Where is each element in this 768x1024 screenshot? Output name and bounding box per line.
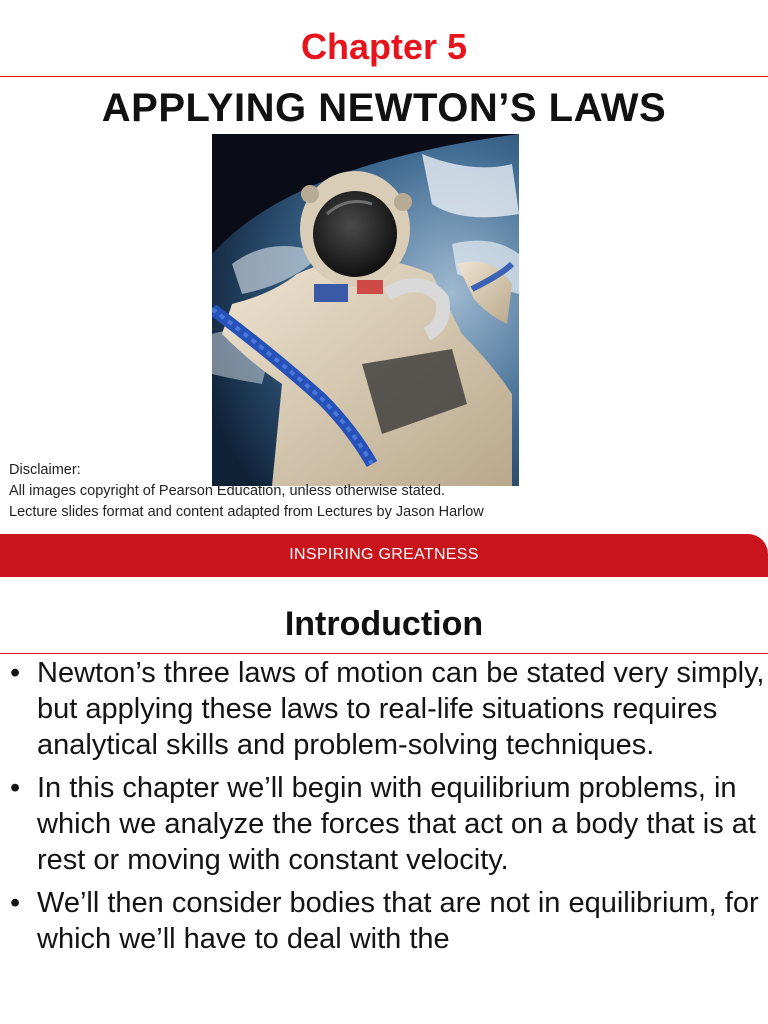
bullet-text: We’ll then consider bodies that are not in equilibrium, for which we’ll have to deal with the [37, 887, 759, 955]
footer-banner [0, 534, 768, 577]
bullet-icon: • [10, 657, 21, 689]
list-item [10, 885, 765, 957]
chapter-label: Chapter 5 [300, 26, 468, 67]
disclaimer-heading: Disclaimer: [9, 462, 81, 478]
banner-text: INSPIRING GREATNESS [289, 546, 479, 563]
title-divider [0, 76, 768, 77]
disclaimer [9, 460, 484, 523]
list-item [10, 770, 765, 878]
disclaimer-credit: Lecture slides format and content adapted from Lectures by Jason Harlow [9, 504, 484, 520]
bullet-icon: • [10, 772, 21, 804]
slide-title: APPLYING NEWTON’S LAWS [101, 86, 667, 130]
bullet-list [10, 655, 765, 964]
astronaut-photo [212, 134, 519, 486]
intro-divider [0, 653, 768, 654]
intro-title: Introduction [284, 605, 484, 643]
bullet-icon: • [10, 887, 21, 919]
bullet-text: In this chapter we’ll begin with equilibrium problems, in which we analyze the forces that act on a body that is at rest or moving with constant velocity. [37, 772, 756, 876]
introduction-slide [0, 577, 768, 1024]
bullet-text: Newton’s three laws of motion can be stated very simply, but applying these laws to real-life situations requires analytical skills and problem-solving techniques. [37, 657, 765, 761]
list-item [10, 655, 765, 763]
disclaimer-copyright: All images copyright of Pearson Education, unless otherwise stated. [9, 483, 446, 499]
